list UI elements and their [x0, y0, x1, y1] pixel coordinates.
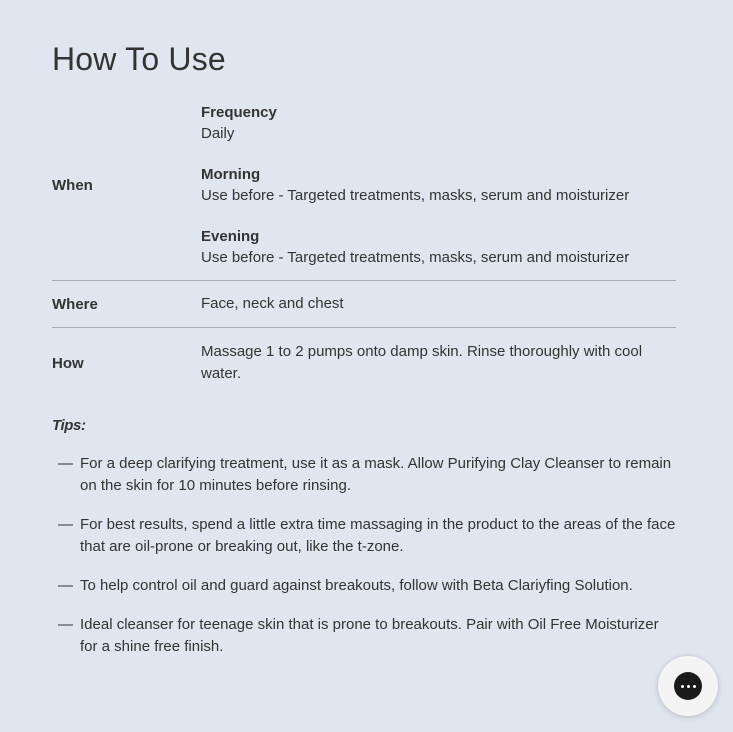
row-label-where: Where [52, 295, 98, 313]
section-title: How To Use [52, 41, 226, 77]
tip-item [52, 575, 676, 597]
morning-title: Morning [201, 166, 261, 183]
dash-bullet-icon: — [58, 455, 73, 472]
chat-bubble-icon [674, 672, 702, 700]
tip-item [52, 514, 676, 558]
when-details [201, 102, 676, 268]
frequency-block [201, 102, 676, 144]
tip-text: To help control oil and guard against breakouts, follow with Beta Clariyfing Solution. [80, 577, 633, 594]
evening-value: Use before - Targeted treatments, masks, serum and moisturizer [201, 249, 630, 266]
where-value: Face, neck and chest [201, 295, 344, 312]
chat-dot [687, 685, 690, 688]
chat-launcher-button[interactable] [658, 656, 718, 716]
how-value: Massage 1 to 2 pumps onto damp skin. Rinse thoroughly with cool water. [201, 343, 643, 382]
tip-text: For best results, spend a little extra time massaging in the product to the areas of the face that are oil-prone or breaking out, like the t-zone. [80, 516, 676, 555]
tips-list [52, 453, 676, 658]
morning-value: Use before - Targeted treatments, masks, serum and moisturizer [201, 187, 630, 204]
frequency-title: Frequency [201, 104, 277, 121]
dash-bullet-icon: — [58, 577, 73, 594]
chat-dot [681, 685, 684, 688]
usage-row-how [52, 328, 676, 385]
tip-text: For a deep clarifying treatment, use it as a mask. Allow Purifying Clay Cleanser to remain on the skin for 10 minutes before rinsing. [80, 455, 672, 494]
tips-title: Tips: [52, 417, 86, 434]
dash-bullet-icon: — [58, 616, 73, 633]
chat-dot [693, 685, 696, 688]
dash-bullet-icon: — [58, 516, 73, 533]
how-to-use-section [52, 40, 676, 675]
frequency-value: Daily [201, 125, 235, 142]
row-label-when: When [52, 176, 93, 194]
usage-row-where [52, 281, 676, 328]
row-label-how: How [52, 354, 84, 372]
tip-item [52, 614, 676, 658]
tip-text: Ideal cleanser for teenage skin that is prone to breakouts. Pair with Oil Free Moisturizer for a shine free finish. [80, 616, 659, 655]
evening-title: Evening [201, 228, 260, 245]
usage-table [52, 102, 676, 385]
tip-item [52, 453, 676, 497]
morning-block [201, 164, 676, 206]
usage-row-when [52, 102, 676, 281]
evening-block [201, 226, 676, 268]
